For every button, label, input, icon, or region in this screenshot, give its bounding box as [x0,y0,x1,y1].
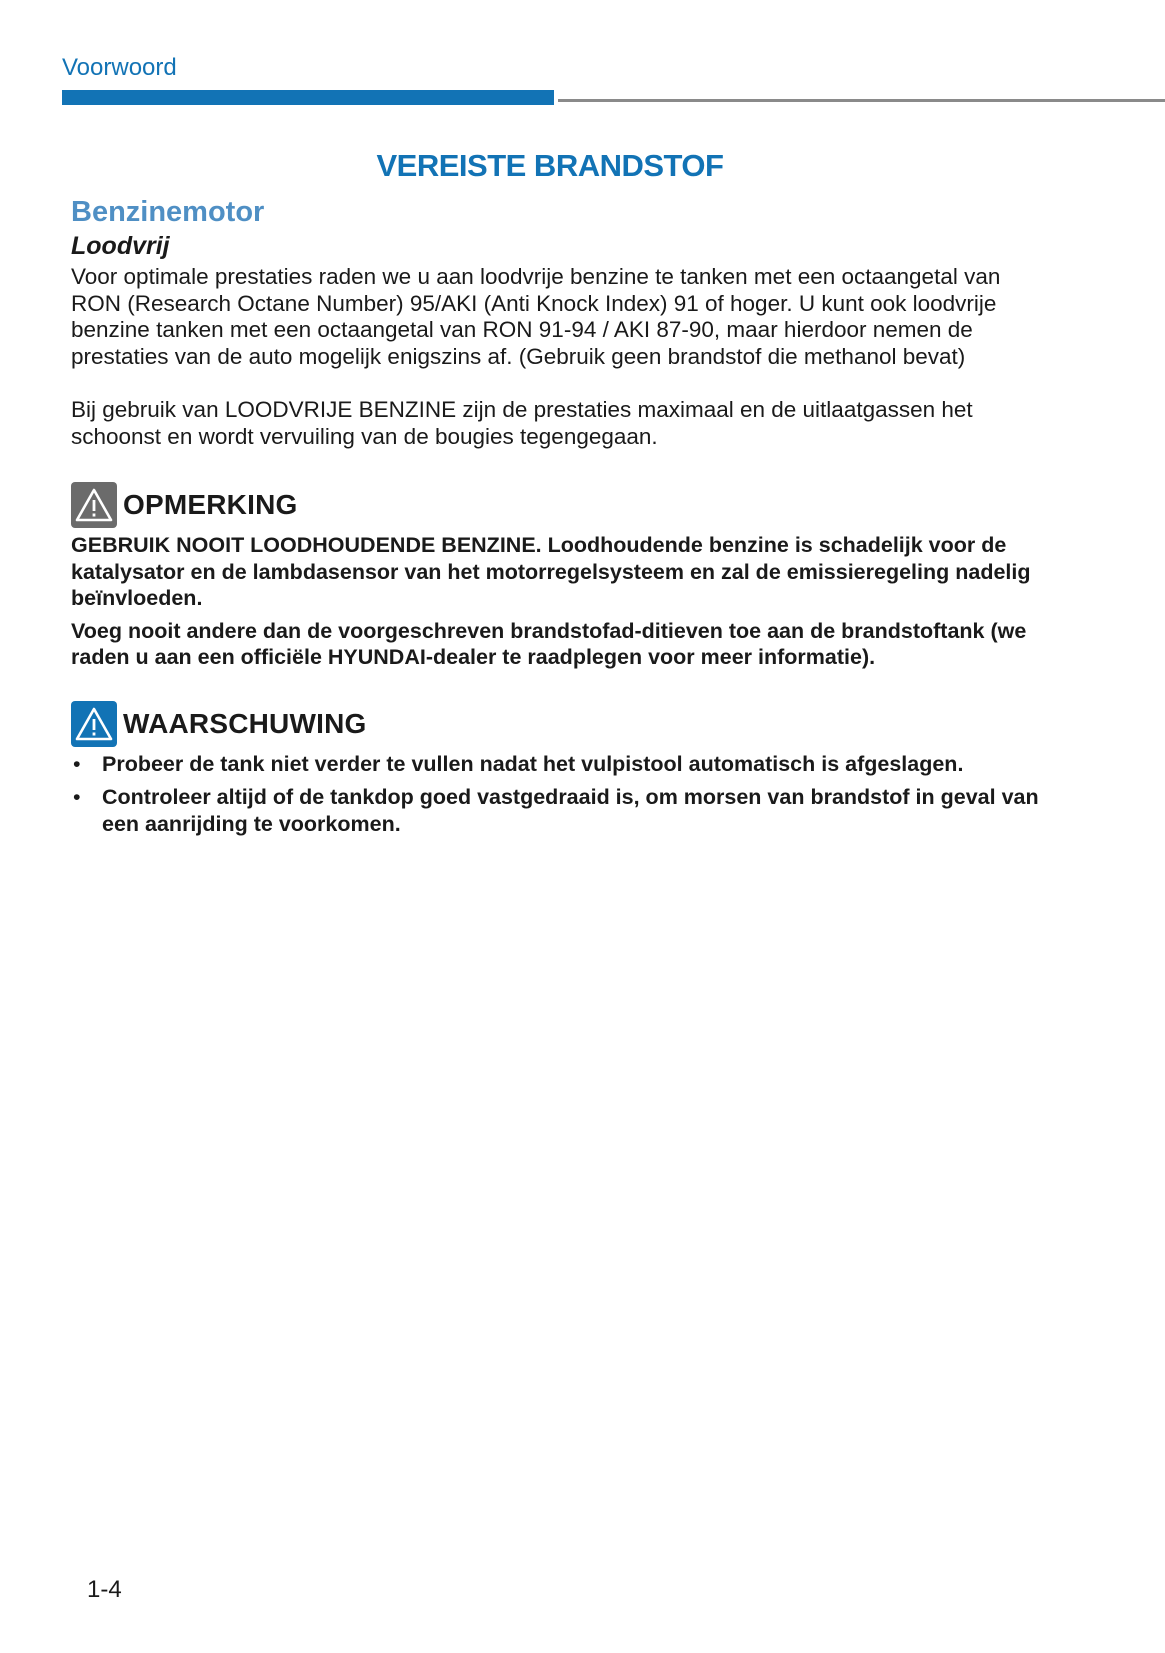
header-divider [558,99,1165,102]
section-label: Voorwoord [62,54,177,81]
warning-title: WAARSCHUWING [123,707,367,739]
page-number: 1-4 [87,1576,122,1603]
note-header [71,482,1051,528]
header-accent-bar [62,90,554,105]
warning-list [71,751,1051,838]
note-paragraph: Voeg nooit andere dan de voorgeschreven brandstofad-ditieven toe aan de brandstoftank (we raden u aan een officiële HYUNDAI-dealer te raadplegen voor meer informatie). [71,618,1027,669]
warning-item-text: Controleer altijd of de tankdop goed vastgedraaid is, om morsen van brandstof in geval van een aanrijding te voorkomen. [102,785,1039,836]
subsection-heading: Benzinemotor [71,196,265,228]
bullet-marker: • [73,751,81,776]
warning-header [71,701,1051,747]
page-title: VEREISTE BRANDSTOF [376,148,724,183]
list-item [71,751,1051,778]
main-content [71,194,1051,837]
note-paragraph: GEBRUIK NOOIT LOODHOUDENDE BENZINE. Loodhoudende benzine is schadelijk voor de katalysator en de lambdasensor van het motorregelsysteem en zal de emissieregeling nadelig beïnvloeden. [71,533,1031,610]
body-paragraph: Bij gebruik van LOODVRIJE BENZINE zijn de prestaties maximaal en de uitlaatgassen het schoonst en wordt vervuiling van de bougies tegengegaan. [71,397,973,449]
body-paragraph: Voor optimale prestaties raden we u aan loodvrije benzine te tanken met een octaangetal van RON (Research Octane Number) 95/AKI (Anti Knock Index) 91 of hoger. U kunt ook loodvrije benzine tanken met een octaangetal van RON 91-94 / AKI 87-90, maar hierdoor nemen de prestaties van de auto mogelijk enigszins af. (Gebruik geen brandstof die methanol bevat) [71,264,1001,369]
warning-item-text: Probeer de tank niet verder te vullen nadat het vulpistool automatisch is afgeslagen. [102,751,964,776]
warning-triangle-icon [71,701,117,747]
note-title: OPMERKING [123,489,298,520]
list-item [71,784,1051,837]
warning-triangle-icon [71,482,117,528]
subsection-subheading: Loodvrij [71,232,170,260]
bullet-marker: • [73,785,81,809]
